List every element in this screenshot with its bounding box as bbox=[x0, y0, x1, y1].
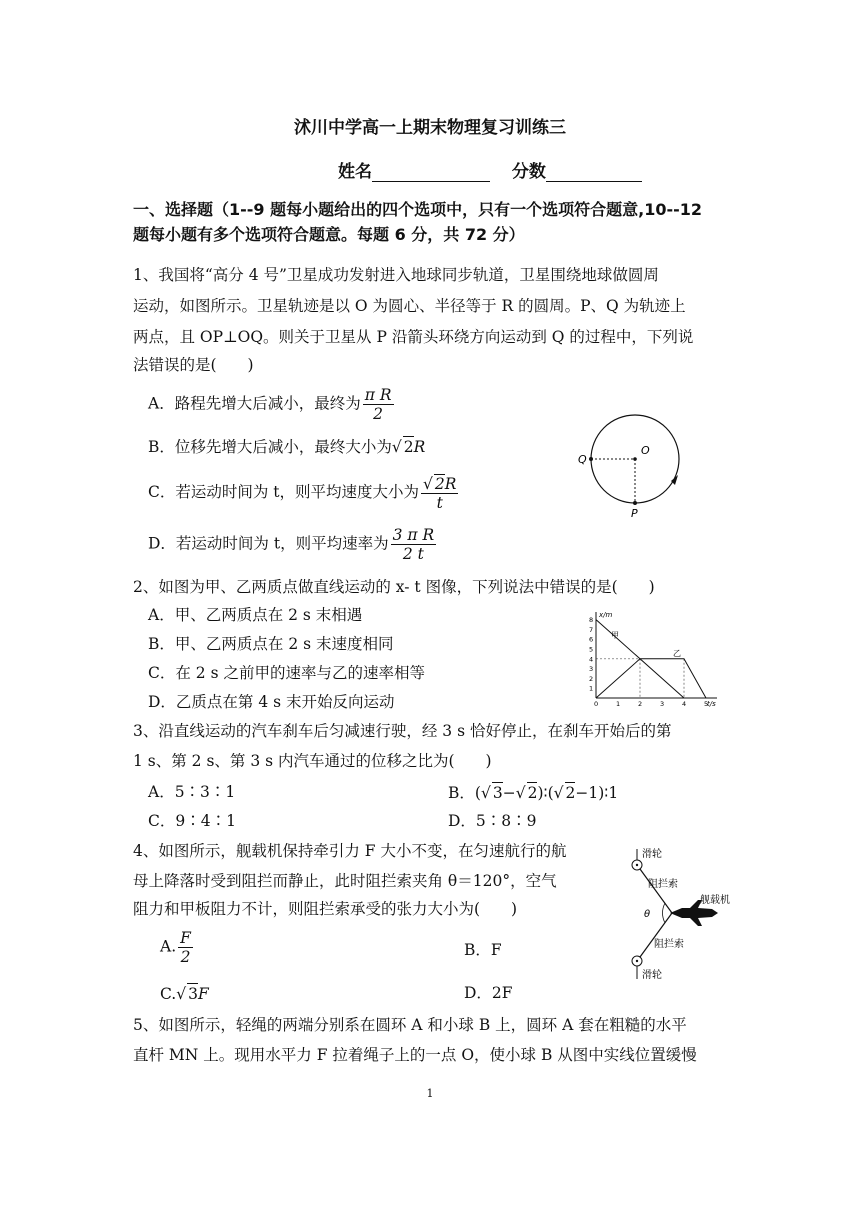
top-cable bbox=[640, 869, 672, 913]
center-point bbox=[633, 457, 637, 461]
series-yi-label: 乙 bbox=[673, 649, 681, 658]
q3-option-d: D．5∶8∶9 bbox=[448, 812, 537, 830]
name-blank[interactable] bbox=[372, 163, 490, 182]
series-line-yi bbox=[596, 659, 706, 698]
q4-arrester-figure bbox=[620, 845, 735, 983]
x-tick-label: 0 bbox=[594, 700, 599, 708]
q3-stem-line1: 3、沿直线运动的汽车刹车后匀减速行驶，经 3 s 恰好停止，在刹车开始后的第 bbox=[133, 722, 672, 740]
q2-stem: 2、如图为甲、乙两质点做直线运动的 x- t 图像，下列说法中错误的是( ) bbox=[133, 578, 655, 596]
y-tick-label: 3 bbox=[589, 665, 594, 674]
point-q bbox=[589, 457, 593, 461]
q5-stem-line1: 5、如图所示，轻绳的两端分别系在圆环 A 和小球 B 上，圆环 A 套在粗糙的水平 bbox=[133, 1016, 687, 1034]
name-score-bar bbox=[338, 157, 642, 182]
q4-option-a: A. $\frac{F}{2}$ bbox=[160, 929, 191, 966]
q1-orbit-figure bbox=[575, 403, 693, 521]
plane-label: 舰载机 bbox=[700, 895, 730, 906]
cable-top-label: 阻拦索 bbox=[648, 879, 678, 890]
q3-stem-line2: 1 s、第 2 s、第 3 s 内汽车通过的位移之比为( ) bbox=[133, 752, 492, 770]
label-p: P bbox=[631, 507, 638, 520]
pulley-top-label: 滑轮 bbox=[642, 849, 662, 860]
y-tick-label: 1 bbox=[589, 684, 594, 693]
y-tick-label: 4 bbox=[589, 655, 594, 664]
q1-stem-line1: 1、我国将“高分 4 号”卫星成功发射进入地球同步轨道，卫星围绕地球做圆周 bbox=[133, 266, 659, 284]
y-tick-label: 6 bbox=[589, 635, 594, 644]
y-tick-label: 8 bbox=[589, 616, 594, 625]
q1-option-c-fraction: $\frac{√ 2R}{t}$ bbox=[423, 475, 457, 512]
q4-option-b: B．F bbox=[464, 941, 502, 959]
q1-stem-line2: 运动，如图所示。卫星轨迹是以 O 为圆心、半径等于 R 的圆周。P、Q 为轨迹上 bbox=[133, 297, 686, 315]
q4-stem-line3: 阻力和甲板阻力不计，则阻拦索承受的张力大小为( ) bbox=[133, 900, 518, 918]
q1-option-c: C．若运动时间为 t，则平均速度大小为 $\frac{√ 2R}{t}$ bbox=[148, 475, 457, 512]
q4-stem-line1: 4、如图所示，舰载机保持牵引力 F 大小不变，在匀速航行的航 bbox=[133, 842, 567, 860]
y-tick-label: 7 bbox=[589, 625, 594, 634]
score-blank[interactable] bbox=[546, 163, 642, 182]
q4-option-d: D．2F bbox=[464, 984, 513, 1002]
y-axis-label: x/m bbox=[599, 611, 613, 619]
label-q: Q bbox=[578, 453, 587, 466]
chart-gridlines bbox=[596, 659, 684, 698]
series-jia-label: 甲 bbox=[611, 631, 619, 640]
x-tick-label: 4 bbox=[682, 700, 687, 708]
q4-option-a-fraction: $\frac{F}{2}$ bbox=[180, 929, 191, 966]
q2-option-a: A．甲、乙两质点在 2 s 末相遇 bbox=[148, 606, 363, 624]
q3-option-a: A．5∶3∶1 bbox=[148, 783, 236, 801]
label-o: O bbox=[641, 444, 650, 457]
q1-option-a: A．路程先增大后减小，最终为 $\frac{\text{π R}}{2}$ bbox=[148, 386, 392, 423]
x-axis-label: t/s bbox=[707, 700, 716, 708]
q1-stem-line3: 两点，且 OP⊥OQ。则关于卫星从 P 沿箭头环绕方向运动到 Q 的过程中，下列说 bbox=[133, 328, 694, 346]
score-label: 分数 bbox=[511, 162, 546, 182]
x-tick-label: 3 bbox=[660, 700, 665, 708]
q4-stem-line2: 母上降落时受到阻拦而静止，此时阻拦索夹角 θ＝120°，空气 bbox=[133, 872, 557, 890]
section-heading-line2: 题每小题有多个选项符合题意。每题 6 分，共 72 分） bbox=[133, 225, 525, 244]
pulley-bottom-label: 滑轮 bbox=[642, 970, 662, 981]
y-tick-label: 2 bbox=[589, 674, 594, 683]
point-p bbox=[633, 501, 637, 505]
q1-option-b: B．位移先增大后减小，最终大小为√ 2R bbox=[148, 438, 426, 456]
page-number: 1 bbox=[426, 1087, 434, 1100]
x-tick-label: 5 bbox=[704, 700, 709, 708]
q5-stem-line2: 直杆 MN 上。现用水平力 F 拉着绳子上的一点 O，使小球 B 从图中实线位置缓慢 bbox=[133, 1046, 697, 1064]
x-tick-label: 2 bbox=[638, 700, 643, 708]
angle-label: θ bbox=[644, 909, 651, 920]
page-title: 沭川中学高一上期末物理复习训练三 bbox=[294, 118, 566, 138]
section-heading-line1: 一、选择题（1--9 题每小题给出的四个选项中，只有一个选项符合题意,10--12 bbox=[133, 200, 703, 219]
q4-option-c: C.√ 3F bbox=[160, 985, 209, 1003]
q3-option-c: C．9∶4∶1 bbox=[148, 812, 236, 830]
name-label: 姓名 bbox=[338, 162, 372, 182]
q2-xt-chart bbox=[585, 608, 725, 708]
q2-option-b: B．甲、乙两质点在 2 s 末速度相同 bbox=[148, 635, 394, 653]
x-tick-label: 1 bbox=[616, 700, 621, 708]
y-tick-label: 5 bbox=[589, 645, 594, 654]
q2-option-d: D．乙质点在第 4 s 末开始反向运动 bbox=[148, 693, 395, 711]
cable-bottom-label: 阻拦索 bbox=[654, 939, 684, 950]
q1-option-d: D．若运动时间为 t，则平均速率为 $\frac{\text{3 π R}}{2 t}$ bbox=[148, 526, 435, 563]
q3-option-b: B．(√ 3−√ 2)∶(√ 2−1)∶1 bbox=[448, 784, 619, 802]
q2-option-c: C．在 2 s 之前甲的速率与乙的速率相等 bbox=[148, 664, 425, 682]
q1-stem-line4: 法错误的是( ) bbox=[133, 356, 254, 374]
q1-option-a-fraction: $\frac{\text{π R}}{2}$ bbox=[364, 386, 392, 423]
q1-option-d-fraction: $\frac{\text{3 π R}}{2 t}$ bbox=[392, 526, 435, 563]
